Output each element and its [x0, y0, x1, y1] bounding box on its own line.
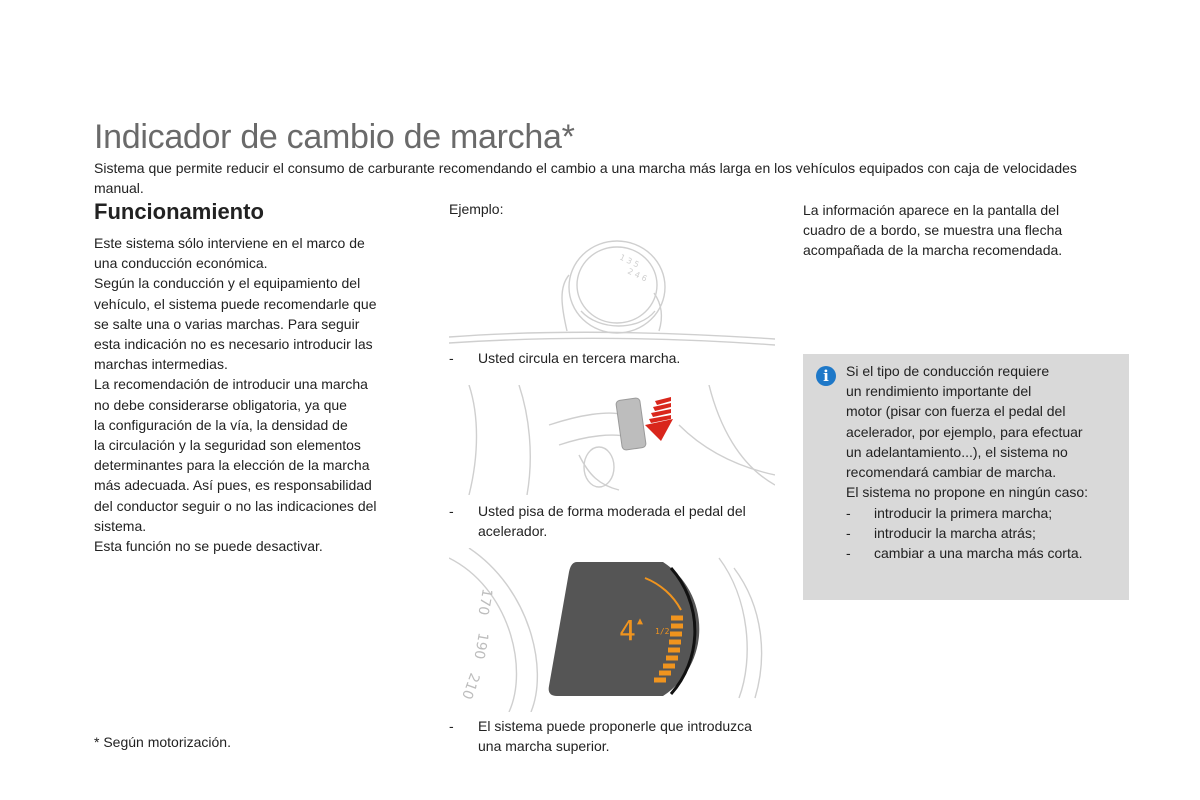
gear-knob-illustration	[449, 235, 775, 347]
list-item	[846, 523, 1121, 543]
step-dash: -	[449, 350, 454, 366]
section-body: Este sistema sólo interviene en el marco de una conducción económica. Según la conducción y el equipamiento del vehículo, el sistema puede recomendarle que se salte una o varias marchas. Para seguir esta indicación no es necesario introducir las marchas intermedias. La recomendación de introducir una marcha no debe considerarse obligatoria, ya que la configuración de la vía, la densidad de la circulación y la seguridad son elementos determinantes para la elección de la marcha más adecuada. Así pues, es responsabilidad del conductor seguir o no las indicaciones del sistema. Esta función no se puede desactivar.	[94, 235, 377, 555]
step-3	[449, 716, 779, 756]
page-title: Indicador de cambio de marcha*	[94, 118, 575, 156]
step-2	[449, 501, 779, 541]
upshift-arrow: ▲	[637, 616, 644, 627]
example-label: Ejemplo:	[449, 201, 504, 217]
step-dash: -	[449, 503, 454, 519]
step-text: Usted circula en tercera marcha.	[478, 350, 681, 366]
list-item	[846, 503, 1121, 523]
scale-number: 170	[474, 587, 495, 617]
svg-text:1 3 5: 1 3 5	[618, 252, 641, 270]
list-text: introducir la marcha atrás;	[874, 525, 1036, 542]
gauge-illustration	[449, 548, 775, 712]
step-text: El sistema puede proponerle que introduzca una marcha superior.	[478, 718, 752, 755]
info-text: Si el tipo de conducción requiere un rendimiento importante del motor (pisar con fuerza el pedal del acelerador, por ejemplo, para efectuar un adelantamiento...), el sistema no recomendará cambiar de marcha. El sistema no propone en ningún caso:	[846, 363, 1089, 501]
scale-number: 190	[470, 631, 491, 661]
list-dash: -	[846, 505, 851, 521]
intro-paragraph: Sistema que permite reducir el consumo de carburante recomendando el cambio a una marcha más larga en los vehículos equipados con caja de velocidades manual.	[94, 160, 1077, 196]
step-1	[449, 348, 779, 368]
pedal-illustration	[449, 385, 775, 495]
step-dash: -	[449, 718, 454, 734]
gauge-half-label: 1/2	[655, 627, 670, 636]
info-list	[846, 503, 1121, 564]
info-box	[803, 354, 1129, 600]
gear-number: 4	[619, 614, 636, 647]
list-text: cambiar a una marcha más corta.	[874, 545, 1083, 562]
list-item	[846, 543, 1121, 563]
list-text: introducir la primera marcha;	[874, 505, 1053, 521]
display-note: La información aparece en la pantalla del cuadro de a bordo, se muestra una flecha acompañada de la marcha recomendada.	[803, 202, 1063, 259]
list-dash: -	[846, 525, 851, 542]
scale-number: 210	[458, 670, 483, 702]
step-text: Usted pisa de forma moderada el pedal del acelerador.	[478, 503, 746, 540]
footnote: * Según motorización.	[94, 734, 231, 750]
section-heading: Funcionamiento	[94, 199, 264, 224]
info-icon: i	[816, 366, 836, 386]
funcionamiento-section	[94, 199, 412, 556]
list-dash: -	[846, 545, 851, 562]
svg-text:2 4 6: 2 4 6	[626, 266, 649, 284]
